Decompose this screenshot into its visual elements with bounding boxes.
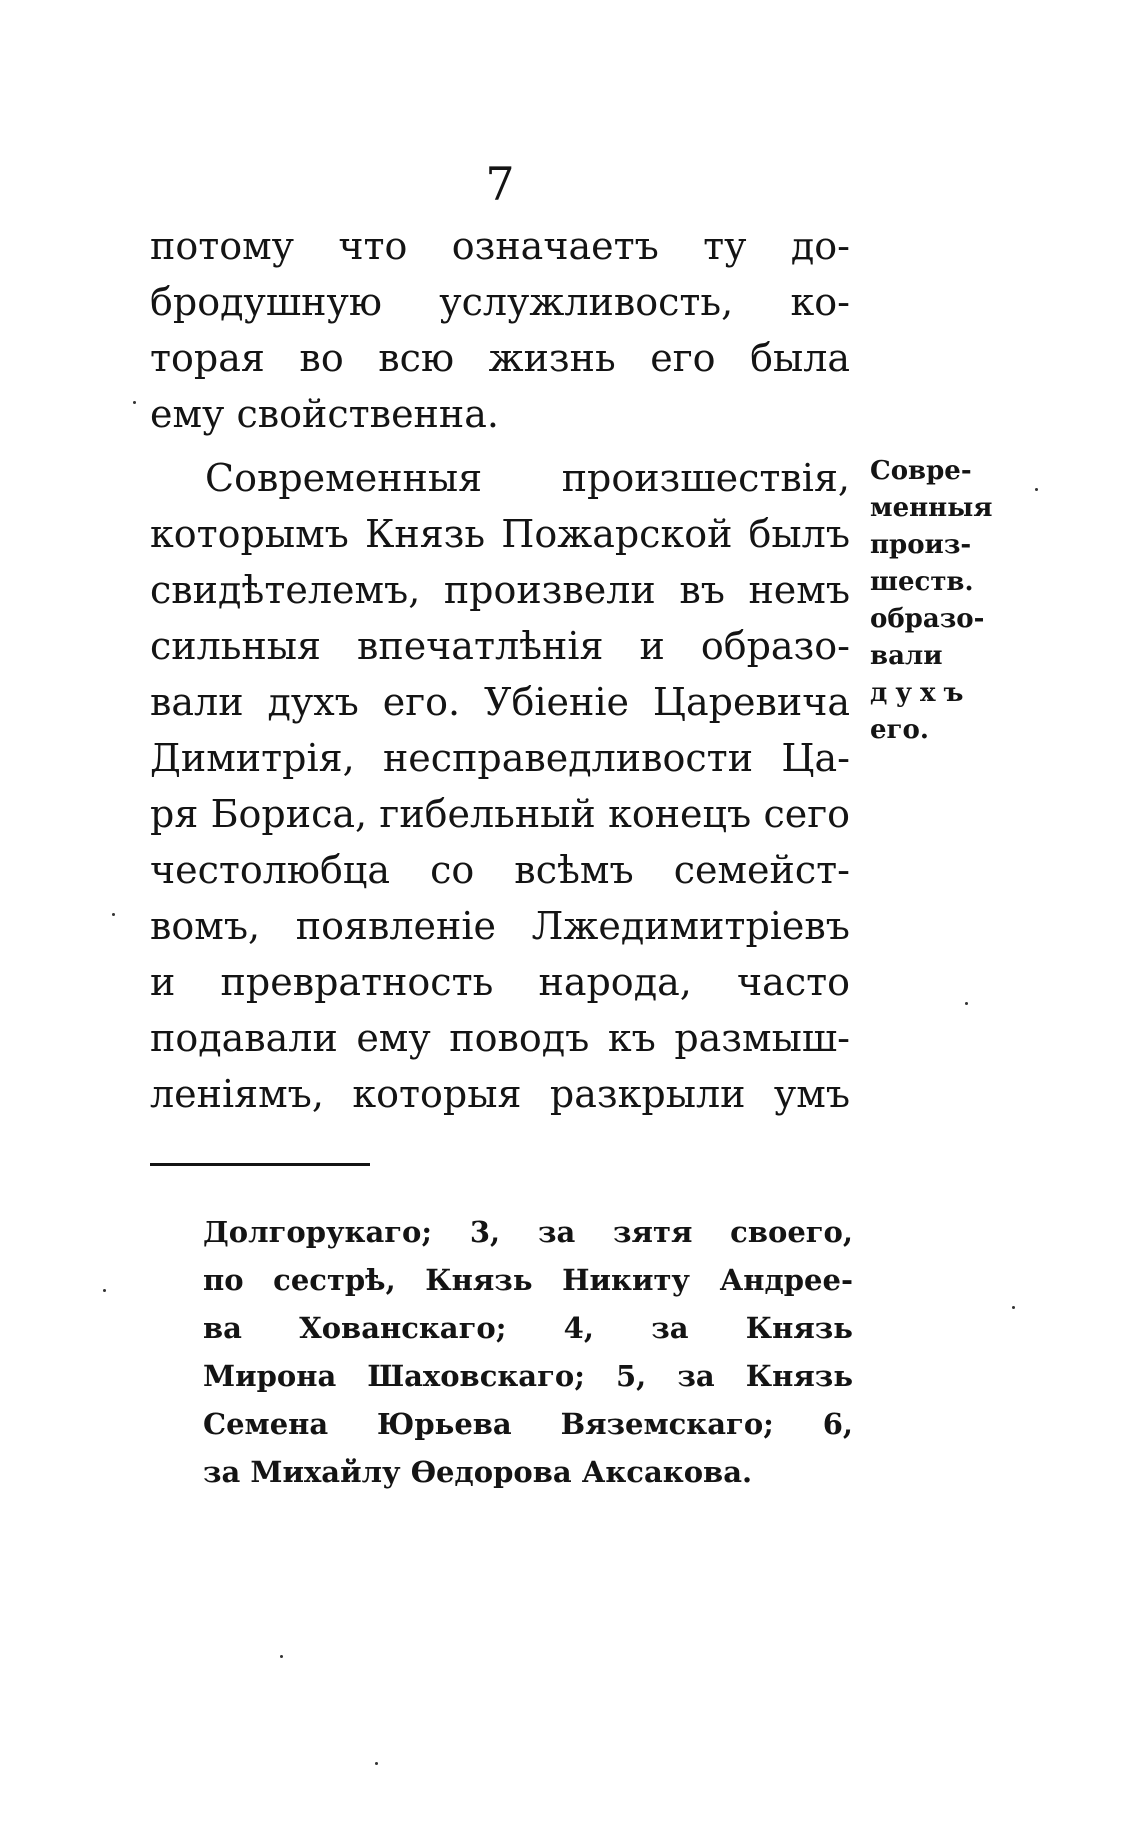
paragraph-gap (150, 442, 850, 450)
footnote-line: Семена Юрьева Вяземскаго; 6, (203, 1407, 853, 1441)
text-line: вомъ, появленіе Лжедимитріевъ (150, 904, 850, 948)
text-line: леніямъ, которыя разкрыли умъ (150, 1072, 850, 1116)
margin-note-line: духъ (870, 678, 972, 708)
margin-note-line: его. (870, 715, 929, 745)
paper-speck (375, 1762, 378, 1765)
text-line: честолюбца со всѣмъ семейст- (150, 848, 850, 892)
page-number: 7 (485, 157, 515, 211)
footnote-line: за Михайлу Ѳедорова Аксакова. (203, 1455, 753, 1489)
margin-note-line: Совре- (870, 456, 972, 486)
text-line: Современныя произшествія, (205, 456, 850, 500)
text-line: сильныя впечатлѣнія и образо- (150, 624, 850, 668)
footnote-line: Мирона Шаховскаго; 5, за Князь (203, 1359, 853, 1393)
footnote-line: по сестрѣ, Князь Никиту Андрее- (203, 1263, 853, 1297)
text-line: и превратность народа, часто (150, 960, 850, 1004)
margin-note (870, 453, 1010, 749)
footnote (203, 1208, 853, 1496)
paper-speck (1012, 1306, 1015, 1309)
margin-note-line: образо- (870, 604, 985, 634)
text-line: потому что означаетъ ту до- (150, 224, 850, 268)
paper-speck (133, 401, 136, 404)
text-line: ря Бориса, гибельный конецъ сего (150, 792, 850, 836)
footnote-line: ва Хованскаго; 4, за Князь (203, 1311, 853, 1345)
margin-note-line: менныя (870, 493, 993, 523)
text-line: вали духъ его. Убіеніе Царевича (150, 680, 850, 724)
main-text (150, 218, 850, 1122)
paper-speck (112, 913, 115, 916)
text-line: которымъ Князь Пожарской былъ (150, 512, 850, 556)
margin-note-line: шеств. (870, 567, 974, 597)
paper-speck (280, 1655, 283, 1658)
paper-speck (1035, 488, 1038, 491)
paper-speck (103, 1289, 106, 1292)
paper-speck (965, 1002, 968, 1005)
text-line: свидѣтелемъ, произвели въ немъ (150, 568, 850, 612)
text-line: подавали ему поводъ къ размыш- (150, 1016, 850, 1060)
margin-note-line: произ- (870, 530, 972, 560)
footnote-line: Долгорукаго; 3, за зятя своего, (203, 1215, 853, 1249)
text-line: бродушную услужливость, ко- (150, 280, 850, 324)
text-line: Димитрія, несправедливости Ца- (150, 736, 850, 780)
margin-note-line: вали (870, 641, 943, 671)
footnote-separator (150, 1163, 370, 1166)
text-line: торая во всю жизнь его была (150, 336, 850, 380)
text-line: ему свойственна. (150, 392, 499, 436)
